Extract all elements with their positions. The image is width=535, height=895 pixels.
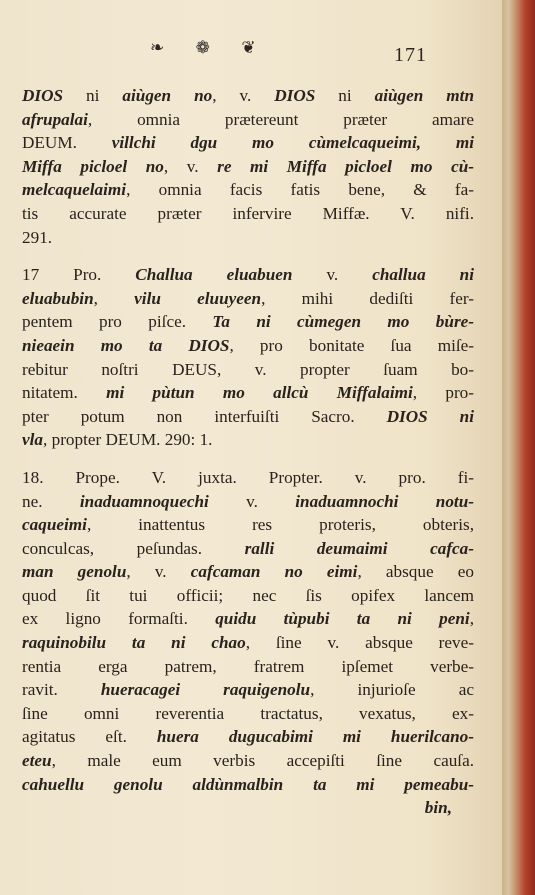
text-line [22,655,474,679]
roman-text: v. [292,265,373,285]
text-line [22,381,474,405]
roman-text: nitatem. [22,383,107,403]
roman-text: ſine omni reverentia tractatus, vexatus, ex- [22,703,474,723]
paragraph-gap [22,249,474,263]
text-line [22,537,474,561]
roman-text: , [93,288,135,308]
italic-term: cahuellu genolu aldùnmalbin ta mi pemeabu- [22,774,474,794]
italic-term: aiùgen no [122,86,213,105]
body-text [22,84,474,820]
italic-term: vilu eluuyeen [134,288,262,308]
roman-text: , v. [126,562,191,582]
italic-term: inaduamnochi notu- [295,491,474,511]
text-line [22,678,474,702]
italic-term: DIOS [22,86,64,105]
page-number: 171 [394,44,427,66]
italic-term: bin, [424,798,452,818]
roman-text: , omnia prætereunt præter amare [87,109,474,129]
roman-text: , absque eo [357,562,474,582]
italic-term: huera dugucabimi mi huerilcano- [156,727,474,747]
text-line [22,226,474,250]
roman-text: rebitur noſtri DEUS, v. propter ſuam bo- [22,359,474,379]
roman-text: agitatus eſt. [22,727,157,747]
text-line [22,560,474,584]
italic-term: man genolu [22,562,127,582]
text-line [22,310,474,334]
roman-text: , omnia facis fatis bene, & fa- [126,180,474,200]
text-line [22,178,474,202]
text-line [22,263,474,287]
italic-term: hueracagei raquigenolu [100,680,311,700]
text-line [22,428,474,452]
italic-term: Miffa picloel no [22,156,164,176]
roman-text: , injurioſe ac [310,680,474,700]
roman-text: quod ſit tui officii; nec ſis opifex lancem [22,585,474,605]
roman-text: ni [63,86,123,105]
roman-text: , male eum verbis accepiſti ſine cauſa. [51,751,474,771]
text-line [22,202,474,226]
roman-text: , ſine v. absque reve- [245,633,474,653]
fleuron-center-icon: ❁ [195,38,216,58]
text-line [22,131,474,155]
text-line [22,607,474,631]
roman-text: , pro- [412,383,475,403]
text-line [22,334,474,358]
italic-term: raquinobilu ta ni chao [22,633,246,653]
roman-text: , mihi dediſti fer- [261,288,474,308]
fleuron-left-icon: ❧ [150,38,171,58]
italic-term: eteu [22,751,52,771]
italic-term: vla [22,430,43,450]
roman-text: ravit. [22,680,101,700]
header-ornaments [150,38,370,66]
italic-term: DIOS ni [386,406,474,426]
text-line [22,108,474,132]
roman-text: , v. [212,86,275,105]
text-line [22,773,474,797]
roman-text: DEUM. [22,133,112,153]
roman-text: ne. [22,491,80,511]
paragraph-gap [22,452,474,466]
italic-term: quidu tùpubi ta ni peni [215,609,470,629]
roman-text: pter potum non interfuiſti Sacro. [22,406,387,426]
text-line [22,725,474,749]
text-line [22,287,474,311]
text-line [22,702,474,726]
roman-text: ex ligno formaſti. [22,609,216,629]
roman-text: tis accurate præter infervire Miffæ. V. nifi. [22,203,474,223]
italic-term: afrupalai [22,109,88,129]
roman-text: 18. Prope. V. juxta. Propter. v. pro. fi- [22,467,474,487]
italic-term: eluabubin [22,288,94,308]
text-line [22,631,474,655]
italic-term: ralli deumaimi cafca- [244,538,474,558]
text-line [22,84,474,108]
italic-term: DIOS [274,86,316,105]
roman-text: , inattentus res proteris, obteris, [86,515,474,535]
roman-text: v. [208,491,296,511]
italic-term: melcaquelaimi [22,180,127,200]
italic-term: Challua eluabuen [135,265,293,285]
italic-term: re mi Miffa picloel mo cù- [217,156,474,176]
italic-term: nieaein mo ta DIOS [22,335,230,355]
text-line [22,490,474,514]
roman-text: pentem pro piſce. [22,312,213,332]
text-line [22,584,474,608]
italic-term: mi pùtun mo allcù Miffalaimi [106,383,413,403]
text-line [22,155,474,179]
text-line [22,358,474,382]
text-line [22,749,474,773]
text-line [22,405,474,429]
roman-text: , pro bonitate ſua miſe- [229,335,474,355]
book-spine-edge [502,0,535,895]
italic-term: caqueimi [22,515,87,535]
text-line [22,466,474,490]
text-line [22,513,474,537]
italic-term: Ta ni cùmegen mo bùre- [212,312,474,332]
italic-term: inaduamnoquechi [79,491,209,511]
roman-text: , propter DEUM. 290: 1. [43,430,213,450]
roman-text: rentia erga patrem, fratrem ipſemet verbe- [22,656,474,676]
roman-text: conculcas, peſundas. [22,538,245,558]
roman-text: ni [315,86,375,105]
roman-text: 17 Pro. [22,265,136,285]
italic-term: aiùgen mtn [374,86,475,105]
italic-term: villchi dgu mo cùmelcaqueimi, mi [111,133,474,153]
roman-text: , v. [163,156,218,176]
italic-term: cafcaman no eimi [190,562,358,582]
italic-term: challua ni [372,265,474,285]
roman-text: 291. [22,227,53,247]
fleuron-right-icon: ❦ [241,38,262,58]
roman-text: , [469,609,474,629]
text-line [22,796,474,820]
